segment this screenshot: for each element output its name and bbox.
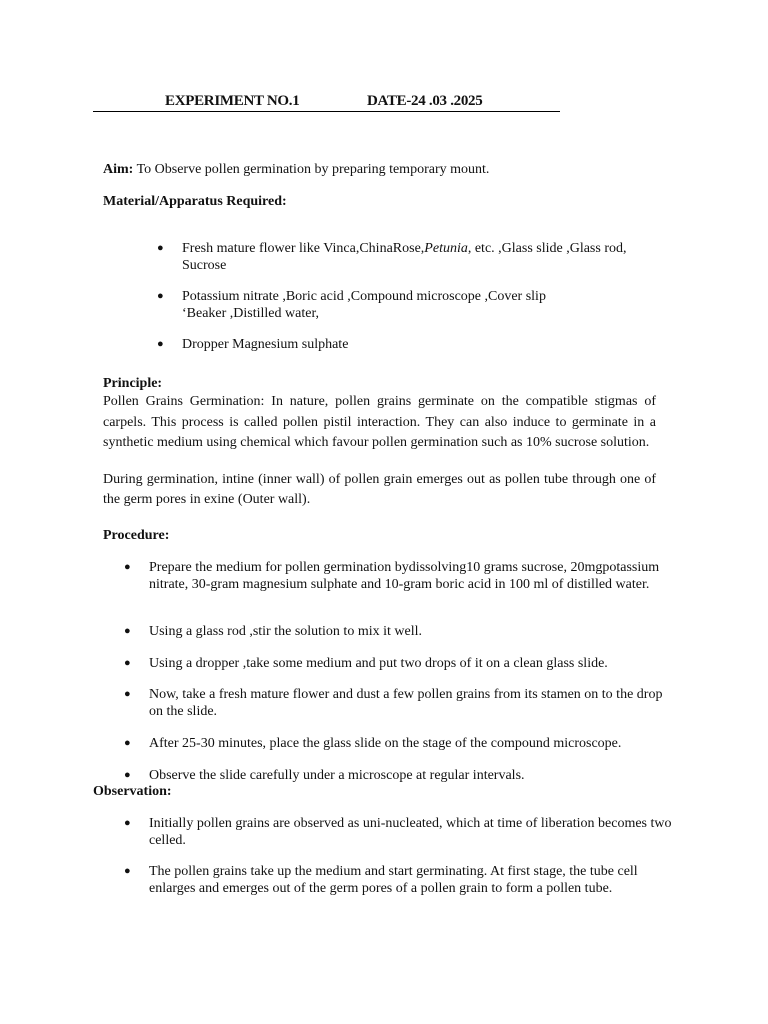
material-item-1: Fresh mature flower like Vinca,ChinaRose,Petunia, etc. ,Glass slide ,Glass rod, Sucrose [182, 241, 627, 273]
procedure-item: Using a dropper ,take some medium and put two drops of it on a clean glass slide. [149, 656, 608, 671]
bullet-icon: ● [157, 338, 164, 350]
procedure-item: Observe the slide carefully under a microscope at regular intervals. [149, 768, 525, 783]
bullet-icon: ● [124, 865, 131, 877]
bullet-icon: ● [124, 769, 131, 781]
observation-heading: Observation: [93, 784, 172, 799]
bullet-icon: ● [157, 290, 164, 302]
principle-paragraph-1: Pollen Grains Germination: In nature, pollen grains germinate on the compatible stigmas of carpels. This process is called pollen pistil interaction. They can also induce to germinate in a synthetic medium using chemical which favour pollen germination such as 10% sucrose solution. [103, 394, 656, 450]
aim-line [103, 161, 656, 178]
bullet-icon: ● [124, 688, 131, 700]
procedure-heading: Procedure: [103, 528, 170, 543]
aim-text: To Observe pollen germination by preparing temporary mount. [133, 162, 490, 177]
observation-item: Initially pollen grains are observed as uni-nucleated, which at time of liberation becomes two celled. [149, 816, 672, 848]
material-item-2: Potassium nitrate ,Boric acid ,Compound microscope ,Cover slip ‘Beaker ,Distilled water, [182, 289, 546, 321]
procedure-item: Now, take a fresh mature flower and dust a few pollen grains from its stamen on to the drop on the slide. [149, 687, 663, 719]
material-item-3: Dropper Magnesium sulphate [182, 337, 349, 352]
procedure-item: Prepare the medium for pollen germination bydissolving10 grams sucrose, 20mgpotassium nitrate, 30-gram magnesium sulphate and 10-gram boric acid in 100 ml of distilled water. [149, 560, 660, 592]
bullet-icon: ● [124, 817, 131, 829]
principle-heading: Principle: [103, 376, 163, 391]
principle-paragraph-2: During germination, intine (inner wall) of pollen grain emerges out as pollen tube through one of the germ pores in exine (Outer wall). [103, 472, 656, 507]
materials-heading: Material/Apparatus Required: [103, 194, 287, 209]
experiment-date: DATE-24 .03 .2025 [367, 93, 483, 109]
observation-item: The pollen grains take up the medium and start germinating. At first stage, the tube cell enlarges and emerges out of the germ pores of a pollen grain to form a pollen tube. [149, 864, 638, 896]
bullet-icon: ● [124, 737, 131, 749]
experiment-header [93, 93, 560, 112]
procedure-item: Using a glass rod ,stir the solution to mix it well. [149, 624, 422, 639]
aim-label: Aim: [103, 162, 134, 177]
experiment-number: EXPERIMENT NO.1 [165, 93, 300, 109]
bullet-icon: ● [124, 657, 131, 669]
bullet-icon: ● [124, 561, 131, 573]
procedure-item: After 25-30 minutes, place the glass slide on the stage of the compound microscope. [149, 736, 622, 751]
bullet-icon: ● [124, 625, 131, 637]
bullet-icon: ● [157, 242, 164, 254]
